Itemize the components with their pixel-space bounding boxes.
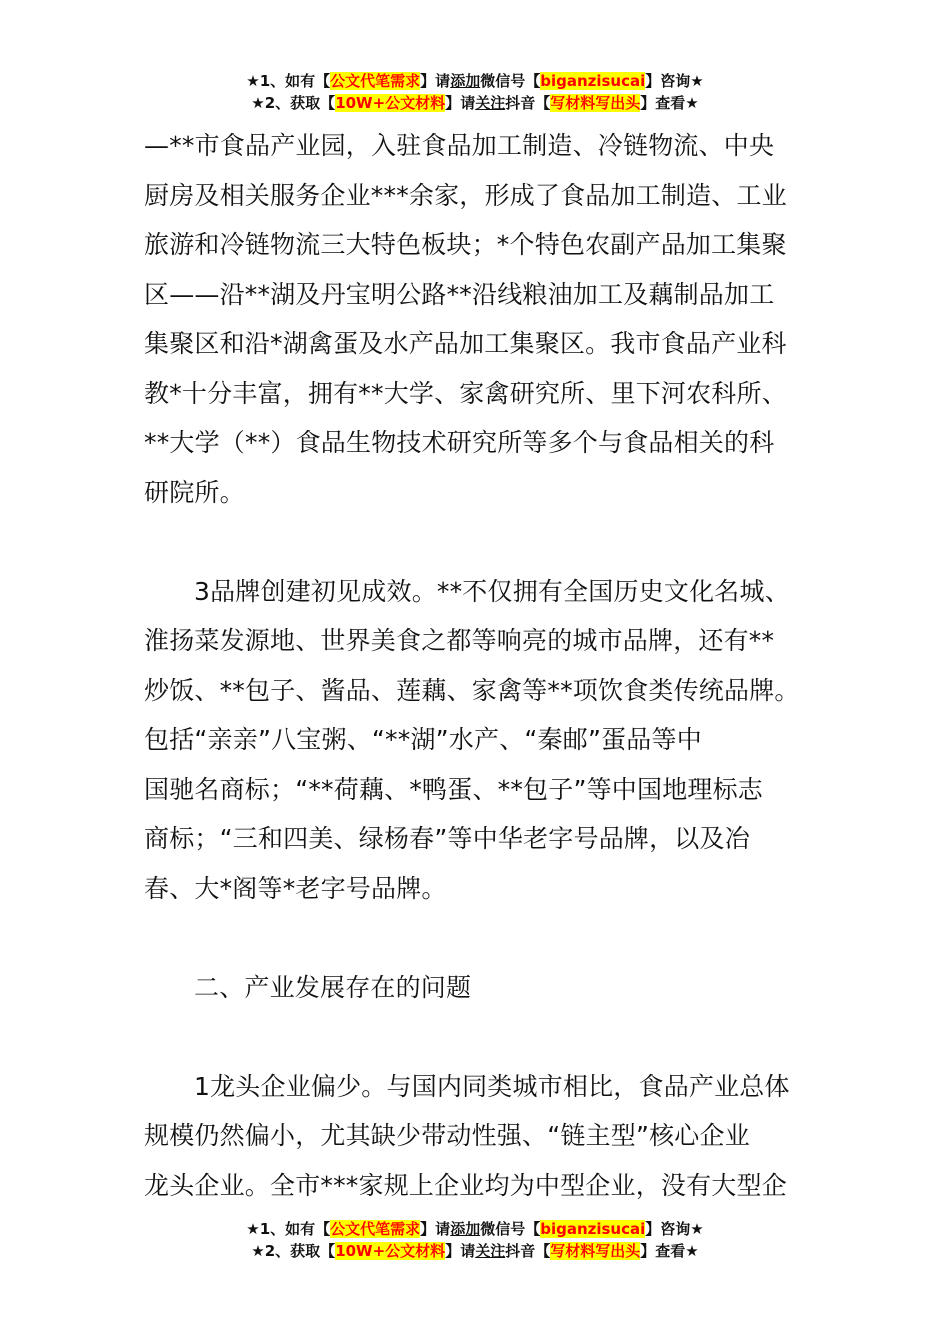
text-line: 旅游和冷链物流三大特色板块；*个特色农副产品加工集聚 [144, 230, 787, 259]
paragraph-spacer [144, 1012, 820, 1062]
text-line: 区——沿**湖及丹宝明公路**沿线粮油加工及藕制品加工 [144, 279, 775, 309]
highlight-service: 公文代笔需求 [330, 1220, 421, 1238]
text-line: —**市食品产业园，入驻食品加工制造、冷链物流、中央 [144, 131, 775, 160]
text-line: 龙头企业。全市***家规上企业均为中型企业，没有大型企 [144, 1170, 787, 1200]
section-heading: 二、产业发展存在的问题 [194, 972, 472, 1002]
text-line: 3品牌创建初见成效。**不仅拥有全国历史文化名城、 [194, 576, 790, 606]
banner-line-2: ★2、获取【10W+公文材料】请关注抖音【写材料写出头】查看★ [251, 94, 699, 112]
text-line: 淮扬菜发源地、世界美食之都等响亮的城市品牌，还有** [144, 626, 775, 655]
paragraph-spacer [144, 913, 820, 963]
text-line: 教*十分丰富，拥有**大学、家禽研究所、里下河农科所、 [144, 378, 787, 408]
text-line: 1龙头企业偏少。与国内同类城市相比，食品产业总体 [194, 1071, 790, 1101]
highlight-wechat-id: biganzisucai [540, 1220, 646, 1238]
text-line: 春、大*阁等*老字号品牌。 [144, 873, 447, 903]
document-body [144, 121, 820, 1210]
highlight-service: 公文代笔需求 [330, 72, 421, 90]
highlight-wechat-id: biganzisucai [540, 72, 646, 90]
text-line: **大学（**）食品生物技术研究所等多个与食品相关的科 [144, 428, 775, 457]
paragraph-food-park [144, 121, 820, 517]
paragraph-leading-enterprises [144, 1062, 820, 1211]
highlight-materials: 10W+公文材料 [335, 94, 446, 112]
text-line: 包括“亲亲”八宝粥、“**湖”水产、“秦邮”蛋品等中 [144, 725, 702, 754]
footer-banner [0, 1218, 950, 1262]
banner-line-1: ★1、如有【公文代笔需求】请添加微信号【biganzisucai】咨询★ [246, 72, 704, 90]
text-line: 集聚区和沿*湖禽蛋及水产品加工集聚区。我市食品产业科 [144, 329, 787, 358]
header-banner [0, 70, 950, 114]
text-line: 研院所。 [144, 477, 245, 507]
text-line: 厨房及相关服务企业***余家，形成了食品加工制造、工业 [144, 180, 787, 210]
text-line: 商标；“三和四美、绿杨春”等中华老字号品牌，以及冶 [144, 824, 750, 853]
highlight-douyin-id: 写材料写出头 [550, 94, 641, 112]
highlight-materials: 10W+公文材料 [335, 1242, 446, 1260]
highlight-douyin-id: 写材料写出头 [550, 1242, 641, 1260]
paragraph-spacer [144, 517, 820, 567]
banner-line-1: ★1、如有【公文代笔需求】请添加微信号【biganzisucai】咨询★ [246, 1220, 704, 1238]
text-line: 规模仍然偏小，尤其缺少带动性强、“链主型”核心企业 [144, 1121, 750, 1150]
text-line: 炒饭、**包子、酱品、莲藕、家禽等**项饮食类传统品牌。 [144, 675, 800, 705]
banner-line-2: ★2、获取【10W+公文材料】请关注抖音【写材料写出头】查看★ [251, 1242, 699, 1260]
paragraph-brand-building [144, 567, 820, 914]
text-line: 国驰名商标；“**荷藕、*鸭蛋、**包子”等中国地理标志 [144, 774, 764, 804]
